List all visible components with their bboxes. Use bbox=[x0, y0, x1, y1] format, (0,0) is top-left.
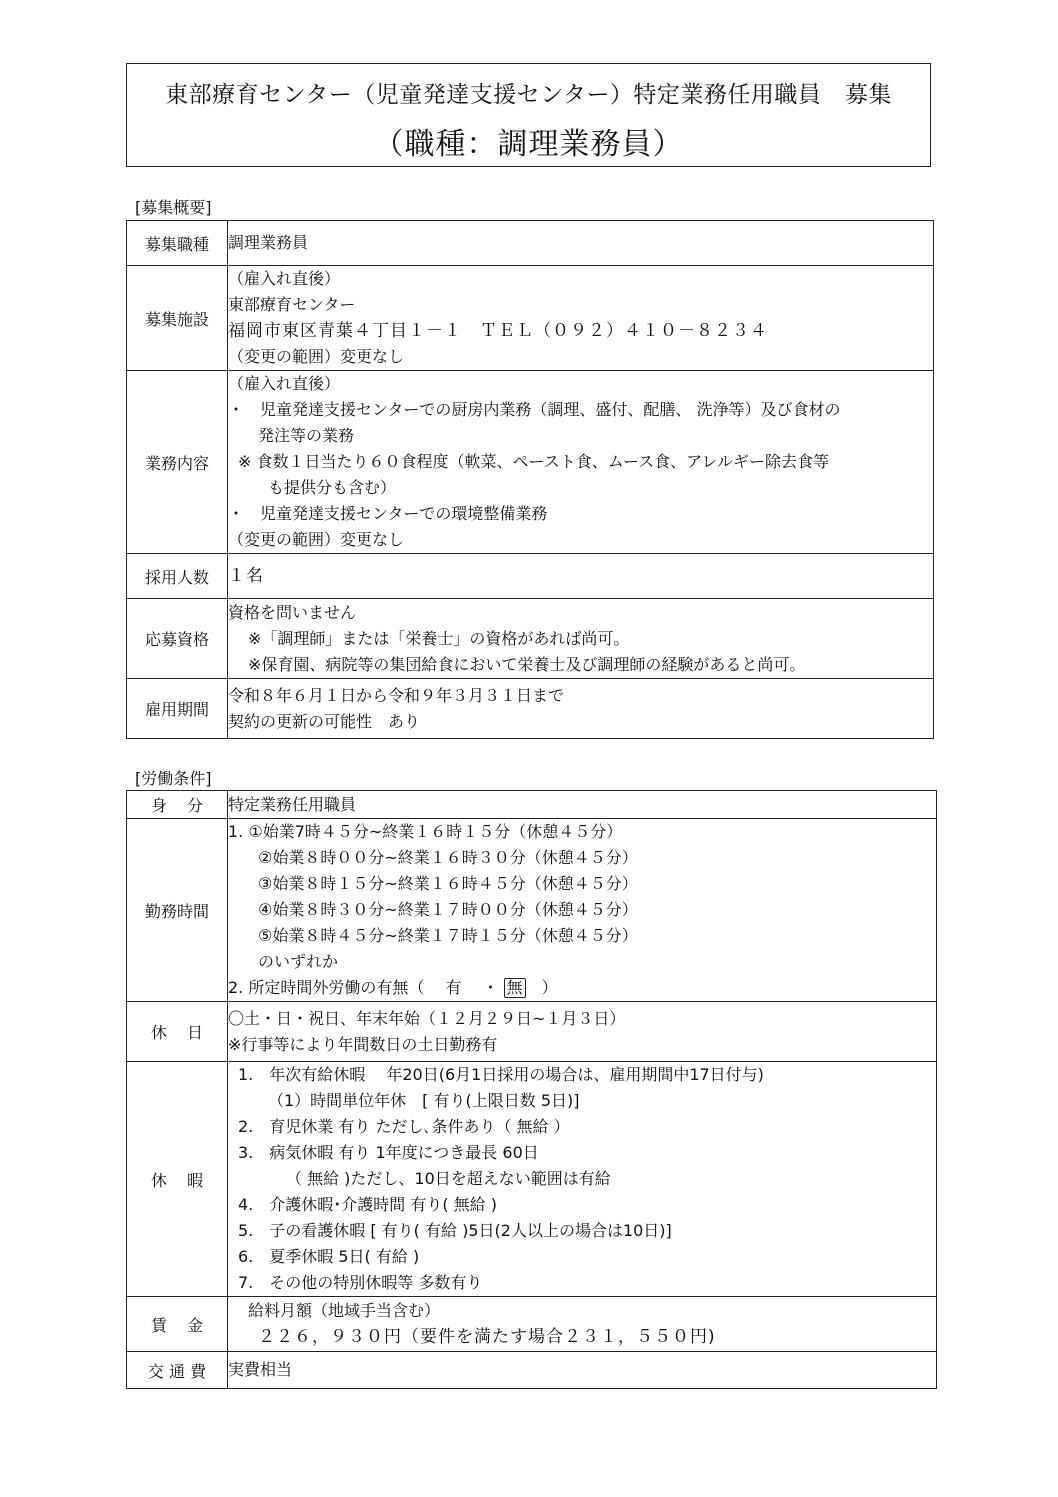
selected-option-marker: 無 bbox=[504, 978, 526, 998]
title-box bbox=[126, 63, 931, 167]
row-value: （変更の範囲）変更なし bbox=[228, 347, 405, 366]
row-value: （雇入れ直後） bbox=[228, 269, 341, 288]
row-header: 雇用期間 bbox=[127, 679, 228, 739]
row-value: 福岡市東区青葉４丁目１－１ ＴＥＬ（０９２）４１０－８２３４ bbox=[228, 321, 768, 341]
row-header: 分 bbox=[186, 796, 203, 815]
row-header: 暇 bbox=[186, 1170, 203, 1190]
row-value: ※「調理師」または「栄養士」の資格があれば尚可。 bbox=[248, 628, 630, 648]
table-row bbox=[127, 554, 934, 599]
table-row bbox=[127, 1062, 937, 1297]
table-row bbox=[127, 221, 934, 266]
row-value: 〇土・日・祝日、年末年始（１２月２９日~１月３日） bbox=[228, 1008, 626, 1028]
row-header: 応募資格 bbox=[127, 599, 228, 679]
overtime-line: 2. 所定時間外労働の有無（ 有 ・ 無 ） bbox=[228, 978, 558, 997]
row-header: 募集職種 bbox=[127, 221, 228, 266]
row-value: も提供分も含む） bbox=[268, 478, 397, 497]
row-value: 2. 育児休業 有り ただし､条件あり（ 無給 ） bbox=[238, 1117, 570, 1136]
row-header: 勤務時間 bbox=[127, 819, 228, 1002]
row-value: （雇入れ直後） bbox=[228, 374, 341, 393]
row-header: 賃 bbox=[151, 1315, 168, 1335]
overview-section-label: [募集概要] bbox=[135, 198, 212, 217]
row-value: （1）時間単位年休 [ 有り(上限日数 5日)] bbox=[268, 1091, 580, 1110]
row-value: （変更の範囲）変更なし bbox=[228, 530, 405, 549]
row-value: ⑤始業８時４５分~終業１７時１５分（休憩４５分） bbox=[258, 926, 638, 945]
row-header: 日 bbox=[186, 1023, 203, 1042]
row-value: 1. ①始業7時４５分~終業１６時１５分（休憩４５分） bbox=[228, 822, 623, 841]
row-value: 特定業務任用職員 bbox=[228, 794, 357, 814]
row-value: ※ 食数１日当たり６０食程度（軟菜、ペースト食、ムース食、アレルギー除去食等 bbox=[238, 452, 830, 471]
table-row bbox=[127, 679, 934, 739]
row-value: 令和８年６月１日から令和９年３月３１日まで bbox=[228, 685, 565, 705]
row-value: ・ 児童発達支援センターでの厨房内業務（調理、盛付、配膳、 洗浄等）及び食材の bbox=[228, 400, 841, 419]
row-value: 発注等の業務 bbox=[258, 426, 355, 445]
table-row bbox=[127, 791, 937, 819]
row-header: 交 通 費 bbox=[127, 1352, 228, 1389]
table-row bbox=[127, 266, 934, 371]
row-value: 給料月額（地域手当含む） bbox=[248, 1301, 441, 1320]
table-row bbox=[127, 819, 937, 1002]
row-value: ※保育園、病院等の集団給食において栄養士及び調理師の経験があると尚可。 bbox=[248, 654, 806, 674]
row-header: 採用人数 bbox=[127, 554, 228, 599]
row-header: 業務内容 bbox=[127, 371, 228, 554]
conditions-section-label: [労働条件] bbox=[135, 769, 212, 788]
row-value: １名 bbox=[228, 566, 264, 586]
row-value: 調理業務員 bbox=[228, 233, 309, 252]
table-row bbox=[127, 599, 934, 679]
row-value: ※行事等により年間数日の土日勤務有 bbox=[228, 1034, 498, 1054]
row-value: 6. 夏季休暇 5日( 有給 ) bbox=[238, 1247, 420, 1266]
row-value: 7. その他の特別休暇等 多数有り bbox=[238, 1273, 483, 1292]
row-value: 3. 病気休暇 有り 1年度につき最長 60日 bbox=[238, 1143, 539, 1162]
row-value: ・ 児童発達支援センターでの環境整備業務 bbox=[228, 504, 548, 523]
row-value: ③始業８時１５分~終業１６時４５分（休憩４５分） bbox=[258, 874, 638, 893]
row-header: 募集施設 bbox=[127, 266, 228, 371]
row-header: 休 bbox=[151, 1170, 168, 1190]
overview-table bbox=[126, 220, 934, 739]
row-value: （ 無給 )ただし、10日を超えない範囲は有給 bbox=[286, 1169, 611, 1188]
row-value: 4. 介護休暇･介護時間 有り( 無給 ) bbox=[238, 1195, 498, 1214]
row-value: ②始業８時００分~終業１６時３０分（休憩４５分） bbox=[258, 848, 638, 867]
row-value: 1. 年次有給休暇 年20日(6月1日採用の場合は、雇用期間中17日付与) bbox=[238, 1065, 764, 1084]
row-header: 金 bbox=[186, 1315, 203, 1335]
title-job-type: （職種：調理業務員） bbox=[373, 127, 684, 162]
table-row bbox=[127, 1002, 937, 1062]
row-value: 東部療育センター bbox=[228, 295, 356, 314]
row-value: 5. 子の看護休暇 [ 有り( 有給 )5日(2人以上の場合は10日)] bbox=[238, 1221, 672, 1240]
table-row bbox=[127, 371, 934, 554]
conditions-table bbox=[126, 790, 937, 1389]
row-value: ２２６，９３０円（要件を満たす場合２３１，５５０円) bbox=[258, 1327, 716, 1347]
row-value: のいずれか bbox=[258, 952, 339, 971]
title-main: 東部療育センター（児童発達支援センター）特定業務任用職員 募集 bbox=[165, 82, 892, 108]
row-header: 身 bbox=[151, 796, 168, 815]
table-row bbox=[127, 1352, 937, 1389]
row-value: 契約の更新の可能性 あり bbox=[228, 711, 421, 731]
row-value: 実費相当 bbox=[228, 1360, 293, 1379]
row-header: 休 bbox=[151, 1023, 168, 1042]
row-value: 資格を問いません bbox=[228, 602, 357, 622]
table-row bbox=[127, 1297, 937, 1352]
row-value: ④始業８時３０分~終業１７時００分（休憩４５分） bbox=[258, 900, 638, 919]
